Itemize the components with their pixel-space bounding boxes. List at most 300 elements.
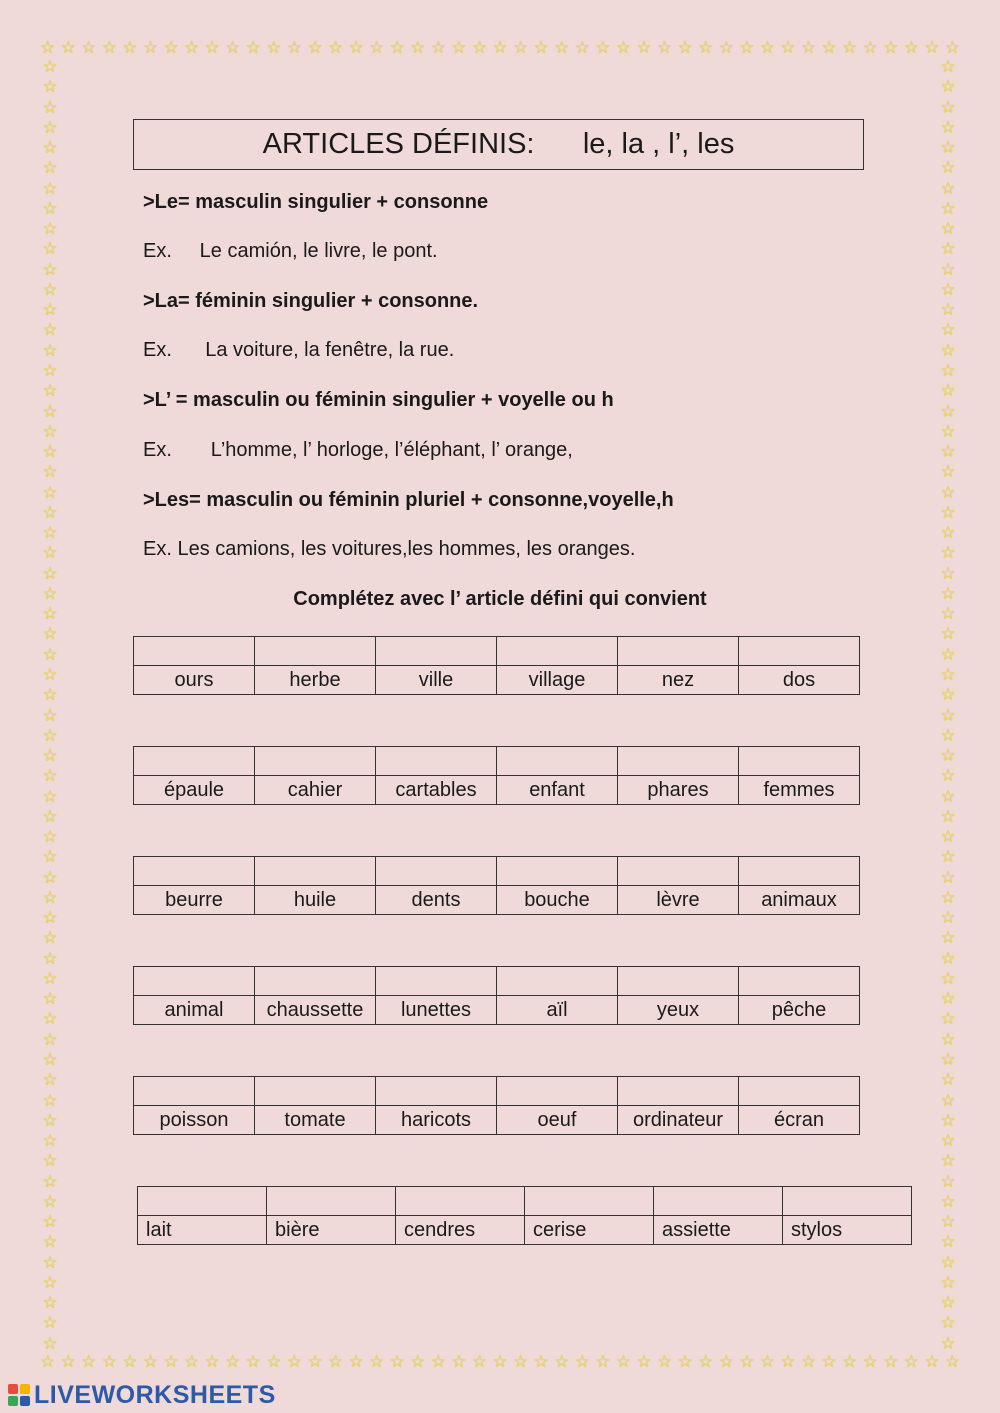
star-border-right	[938, 58, 958, 1353]
word-cell: épaule	[134, 776, 255, 805]
answer-cell[interactable]	[255, 747, 376, 776]
star-icon: ☆	[42, 1151, 58, 1171]
star-icon: ☆	[42, 968, 58, 988]
answer-cell[interactable]	[783, 1187, 912, 1216]
star-icon: ☆	[940, 1110, 956, 1130]
star-icon: ☆	[42, 401, 58, 421]
star-icon: ☆	[940, 664, 956, 684]
liveworksheets-logo[interactable]	[8, 1382, 276, 1408]
star-icon: ☆	[512, 1352, 529, 1371]
star-icon: ☆	[266, 1352, 282, 1371]
star-icon: ☆	[940, 766, 956, 786]
word-cell: cartables	[376, 776, 497, 805]
star-icon: ☆	[307, 1352, 323, 1371]
star-icon: ☆	[940, 117, 956, 137]
star-icon: ☆	[780, 38, 796, 57]
star-icon: ☆	[940, 786, 956, 806]
star-icon: ☆	[940, 685, 956, 705]
word-cell: pêche	[739, 996, 860, 1025]
answer-cell[interactable]	[739, 637, 860, 666]
answer-cell[interactable]	[267, 1187, 396, 1216]
word-cell: femmes	[739, 776, 860, 805]
star-icon: ☆	[940, 259, 956, 279]
answer-row	[138, 1187, 912, 1216]
star-icon: ☆	[940, 928, 956, 948]
word-cell: dents	[376, 886, 497, 915]
word-cell: bouche	[497, 886, 618, 915]
answer-cell[interactable]	[739, 967, 860, 996]
star-icon: ☆	[101, 1352, 117, 1371]
star-border-bottom	[40, 1352, 960, 1372]
star-icon: ☆	[940, 97, 956, 117]
answer-cell[interactable]	[255, 637, 376, 666]
star-icon: ☆	[940, 563, 956, 583]
star-icon: ☆	[42, 1272, 58, 1292]
star-icon: ☆	[42, 502, 58, 522]
star-icon: ☆	[42, 178, 58, 198]
star-icon: ☆	[940, 502, 956, 522]
word-cell: cendres	[396, 1216, 525, 1245]
star-icon: ☆	[266, 38, 282, 57]
answer-cell[interactable]	[739, 747, 860, 776]
star-icon: ☆	[42, 259, 58, 279]
star-icon: ☆	[42, 1131, 58, 1151]
star-icon: ☆	[42, 1171, 58, 1191]
star-icon: ☆	[60, 1352, 76, 1371]
star-icon: ☆	[40, 1352, 56, 1371]
word-row	[134, 666, 860, 695]
star-icon: ☆	[42, 847, 58, 867]
star-icon: ☆	[940, 279, 956, 299]
star-icon: ☆	[940, 239, 956, 259]
star-icon: ☆	[940, 360, 956, 380]
star-icon: ☆	[512, 38, 529, 57]
star-icon: ☆	[42, 887, 58, 907]
star-icon: ☆	[492, 1352, 508, 1371]
star-icon: ☆	[656, 1352, 673, 1371]
answer-cell[interactable]	[618, 857, 739, 886]
star-icon: ☆	[940, 219, 956, 239]
word-cell: beurre	[134, 886, 255, 915]
answer-cell[interactable]	[255, 857, 376, 886]
word-cell: ville	[376, 666, 497, 695]
word-cell: assiette	[654, 1216, 783, 1245]
star-icon: ☆	[471, 1352, 488, 1371]
star-icon: ☆	[718, 38, 734, 57]
star-icon: ☆	[841, 1352, 858, 1371]
rule-les: >Les= masculin ou féminin pluriel + consonne,voyelle,h	[143, 489, 674, 511]
answer-cell[interactable]	[497, 1077, 618, 1106]
star-icon: ☆	[348, 1352, 364, 1371]
star-icon: ☆	[940, 1151, 956, 1171]
answer-cell[interactable]	[396, 1187, 525, 1216]
star-icon: ☆	[940, 847, 956, 867]
word-cell: enfant	[497, 776, 618, 805]
answer-cell[interactable]	[739, 857, 860, 886]
star-icon: ☆	[42, 746, 58, 766]
star-icon: ☆	[225, 1352, 241, 1371]
star-icon: ☆	[656, 38, 673, 57]
example-la: Ex. La voiture, la fenêtre, la rue.	[143, 339, 455, 361]
star-icon: ☆	[533, 38, 549, 57]
star-icon: ☆	[42, 117, 58, 137]
star-icon: ☆	[940, 1272, 956, 1292]
word-cell: bière	[267, 1216, 396, 1245]
star-icon: ☆	[348, 38, 364, 57]
star-icon: ☆	[42, 1090, 58, 1110]
star-icon: ☆	[163, 1352, 179, 1371]
star-icon: ☆	[42, 908, 58, 928]
answer-row	[134, 1077, 860, 1106]
answer-cell[interactable]	[255, 1077, 376, 1106]
answer-cell[interactable]	[525, 1187, 654, 1216]
star-icon: ☆	[42, 664, 58, 684]
answer-cell[interactable]	[376, 1077, 497, 1106]
word-row	[138, 1216, 912, 1245]
star-icon: ☆	[42, 381, 58, 401]
answer-cell[interactable]	[618, 747, 739, 776]
word-cell: haricots	[376, 1106, 497, 1135]
star-icon: ☆	[42, 806, 58, 826]
star-icon: ☆	[940, 1232, 956, 1252]
star-icon: ☆	[42, 1293, 58, 1313]
star-icon: ☆	[940, 523, 956, 543]
star-icon: ☆	[369, 1352, 385, 1371]
star-icon: ☆	[42, 928, 58, 948]
answer-cell[interactable]	[618, 1077, 739, 1106]
star-icon: ☆	[698, 38, 714, 57]
example-le: Ex. Le camión, le livre, le pont.	[143, 240, 438, 262]
rule-la: >La= féminin singulier + consonne.	[143, 290, 479, 312]
answer-cell[interactable]	[255, 967, 376, 996]
star-icon: ☆	[940, 705, 956, 725]
star-border-left	[40, 58, 60, 1353]
answer-cell[interactable]	[497, 637, 618, 666]
star-icon: ☆	[42, 705, 58, 725]
word-cell: poisson	[134, 1106, 255, 1135]
title-spacer	[534, 128, 582, 161]
star-icon: ☆	[944, 1352, 960, 1371]
star-icon: ☆	[430, 1352, 446, 1371]
star-border-top	[40, 38, 960, 58]
star-icon: ☆	[677, 38, 693, 57]
star-icon: ☆	[636, 38, 652, 57]
star-icon: ☆	[739, 38, 755, 57]
word-table-1	[133, 636, 860, 695]
star-icon: ☆	[81, 38, 97, 57]
star-icon: ☆	[574, 1352, 590, 1371]
star-icon: ☆	[718, 1352, 734, 1371]
star-icon: ☆	[924, 38, 940, 57]
word-cell: tomate	[255, 1106, 376, 1135]
star-icon: ☆	[862, 38, 878, 57]
answer-row	[134, 637, 860, 666]
star-icon: ☆	[451, 1352, 467, 1371]
star-icon: ☆	[940, 1293, 956, 1313]
star-icon: ☆	[42, 1070, 58, 1090]
star-icon: ☆	[940, 1050, 956, 1070]
star-icon: ☆	[636, 1352, 652, 1371]
star-icon: ☆	[940, 1131, 956, 1151]
answer-cell[interactable]	[138, 1187, 267, 1216]
star-icon: ☆	[698, 1352, 714, 1371]
word-cell: huile	[255, 886, 376, 915]
star-icon: ☆	[42, 543, 58, 563]
word-cell: animaux	[739, 886, 860, 915]
example-l-apostrophe: Ex. L’homme, l’ horloge, l’éléphant, l’ orange,	[143, 439, 573, 461]
star-icon: ☆	[940, 381, 956, 401]
star-icon: ☆	[307, 38, 323, 57]
star-icon: ☆	[81, 1352, 97, 1371]
star-icon: ☆	[615, 1352, 631, 1371]
star-icon: ☆	[101, 38, 117, 57]
word-cell: animal	[134, 996, 255, 1025]
exercise-instruction: Complétez avec l’ article défini qui convient	[293, 588, 707, 610]
answer-cell[interactable]	[376, 857, 497, 886]
answer-cell[interactable]	[376, 637, 497, 666]
answer-cell[interactable]	[134, 967, 255, 996]
answer-cell[interactable]	[497, 747, 618, 776]
star-icon: ☆	[940, 462, 956, 482]
star-icon: ☆	[739, 1352, 755, 1371]
star-icon: ☆	[245, 38, 261, 57]
example-les: Ex. Les camions, les voitures,les hommes, les oranges.	[143, 538, 636, 560]
star-icon: ☆	[60, 38, 76, 57]
star-icon: ☆	[615, 38, 631, 57]
star-icon: ☆	[42, 1110, 58, 1130]
star-icon: ☆	[800, 38, 817, 57]
star-icon: ☆	[42, 1232, 58, 1252]
word-row	[134, 996, 860, 1025]
star-icon: ☆	[595, 38, 611, 57]
star-icon: ☆	[780, 1352, 796, 1371]
star-icon: ☆	[940, 746, 956, 766]
star-icon: ☆	[940, 1252, 956, 1272]
star-icon: ☆	[821, 1352, 837, 1371]
star-icon: ☆	[42, 340, 58, 360]
page-title	[133, 119, 864, 170]
star-icon: ☆	[42, 360, 58, 380]
word-table-5	[133, 1076, 860, 1135]
star-icon: ☆	[42, 421, 58, 441]
star-icon: ☆	[42, 685, 58, 705]
star-icon: ☆	[940, 57, 956, 76]
star-icon: ☆	[42, 1009, 58, 1029]
answer-cell[interactable]	[618, 967, 739, 996]
star-icon: ☆	[940, 340, 956, 360]
answer-cell[interactable]	[618, 637, 739, 666]
star-icon: ☆	[940, 158, 956, 178]
star-icon: ☆	[940, 1029, 956, 1049]
word-cell: village	[497, 666, 618, 695]
word-cell: ours	[134, 666, 255, 695]
word-row	[134, 1106, 860, 1135]
star-icon: ☆	[940, 1090, 956, 1110]
star-icon: ☆	[42, 766, 58, 786]
star-icon: ☆	[389, 1352, 405, 1371]
star-icon: ☆	[42, 1333, 58, 1353]
word-table-2	[133, 746, 860, 805]
star-icon: ☆	[574, 38, 590, 57]
star-icon: ☆	[410, 38, 426, 57]
star-icon: ☆	[42, 1212, 58, 1232]
star-icon: ☆	[940, 1070, 956, 1090]
star-icon: ☆	[940, 178, 956, 198]
star-icon: ☆	[903, 1352, 919, 1371]
star-icon: ☆	[42, 482, 58, 502]
star-icon: ☆	[42, 725, 58, 745]
star-icon: ☆	[42, 1252, 58, 1272]
star-icon: ☆	[42, 1029, 58, 1049]
star-icon: ☆	[142, 1352, 159, 1371]
star-icon: ☆	[42, 239, 58, 259]
star-icon: ☆	[940, 948, 956, 968]
star-icon: ☆	[924, 1352, 940, 1371]
star-icon: ☆	[940, 138, 956, 158]
answer-row	[134, 857, 860, 886]
star-icon: ☆	[883, 38, 899, 57]
logo-icon	[8, 1384, 30, 1406]
star-icon: ☆	[42, 1050, 58, 1070]
star-icon: ☆	[40, 38, 56, 57]
star-icon: ☆	[42, 138, 58, 158]
star-icon: ☆	[42, 624, 58, 644]
answer-cell[interactable]	[134, 637, 255, 666]
star-icon: ☆	[42, 57, 58, 76]
star-icon: ☆	[940, 1333, 956, 1353]
word-cell: écran	[739, 1106, 860, 1135]
star-icon: ☆	[940, 989, 956, 1009]
answer-cell[interactable]	[134, 857, 255, 886]
star-icon: ☆	[42, 219, 58, 239]
star-icon: ☆	[42, 523, 58, 543]
title-articles: le, la , l’, les	[582, 128, 735, 160]
star-icon: ☆	[389, 38, 405, 57]
star-icon: ☆	[42, 583, 58, 603]
answer-cell[interactable]	[134, 1077, 255, 1106]
star-icon: ☆	[940, 908, 956, 928]
title-main: ARTICLES DÉFINIS:	[262, 128, 535, 160]
star-icon: ☆	[122, 1352, 138, 1371]
answer-cell[interactable]	[134, 747, 255, 776]
word-cell: dos	[739, 666, 860, 695]
answer-cell[interactable]	[739, 1077, 860, 1106]
star-icon: ☆	[940, 604, 956, 624]
word-row	[134, 886, 860, 915]
word-row	[134, 776, 860, 805]
star-icon: ☆	[410, 1352, 426, 1371]
word-cell: lunettes	[376, 996, 497, 1025]
star-icon: ☆	[122, 38, 138, 57]
star-icon: ☆	[42, 320, 58, 340]
star-icon: ☆	[759, 38, 775, 57]
word-cell: nez	[618, 666, 739, 695]
star-icon: ☆	[677, 1352, 693, 1371]
star-icon: ☆	[903, 38, 919, 57]
word-cell: cahier	[255, 776, 376, 805]
star-icon: ☆	[940, 583, 956, 603]
answer-cell[interactable]	[376, 967, 497, 996]
star-icon: ☆	[42, 948, 58, 968]
star-icon: ☆	[369, 38, 385, 57]
star-icon: ☆	[940, 300, 956, 320]
word-table-6	[137, 1186, 912, 1245]
rule-le: >Le= masculin singulier + consonne	[143, 191, 489, 213]
answer-cell[interactable]	[497, 967, 618, 996]
star-icon: ☆	[821, 38, 837, 57]
star-icon: ☆	[42, 867, 58, 887]
star-icon: ☆	[327, 38, 344, 57]
star-icon: ☆	[940, 1313, 956, 1333]
star-icon: ☆	[42, 158, 58, 178]
word-cell: oeuf	[497, 1106, 618, 1135]
star-icon: ☆	[940, 77, 956, 97]
star-icon: ☆	[595, 1352, 611, 1371]
star-icon: ☆	[245, 1352, 261, 1371]
star-icon: ☆	[286, 38, 302, 57]
star-icon: ☆	[42, 77, 58, 97]
answer-cell[interactable]	[376, 747, 497, 776]
star-icon: ☆	[142, 38, 159, 57]
word-table-3	[133, 856, 860, 915]
word-cell: yeux	[618, 996, 739, 1025]
star-icon: ☆	[940, 482, 956, 502]
word-cell: cerise	[525, 1216, 654, 1245]
star-icon: ☆	[940, 543, 956, 563]
answer-cell[interactable]	[654, 1187, 783, 1216]
star-icon: ☆	[800, 1352, 817, 1371]
star-icon: ☆	[940, 827, 956, 847]
word-cell: phares	[618, 776, 739, 805]
star-icon: ☆	[286, 1352, 302, 1371]
star-icon: ☆	[940, 806, 956, 826]
star-icon: ☆	[492, 38, 508, 57]
word-cell: aïl	[497, 996, 618, 1025]
star-icon: ☆	[940, 421, 956, 441]
star-icon: ☆	[42, 300, 58, 320]
star-icon: ☆	[471, 38, 488, 57]
star-icon: ☆	[940, 725, 956, 745]
star-icon: ☆	[42, 442, 58, 462]
star-icon: ☆	[554, 38, 570, 57]
star-icon: ☆	[554, 1352, 570, 1371]
star-icon: ☆	[42, 462, 58, 482]
star-icon: ☆	[940, 442, 956, 462]
star-icon: ☆	[430, 38, 446, 57]
star-icon: ☆	[42, 1191, 58, 1211]
rule-l-apostrophe: >L’ = masculin ou féminin singulier + voyelle ou h	[143, 389, 614, 411]
star-icon: ☆	[327, 1352, 344, 1371]
answer-row	[134, 747, 860, 776]
star-icon: ☆	[204, 1352, 220, 1371]
word-table-4	[133, 966, 860, 1025]
star-icon: ☆	[42, 563, 58, 583]
star-icon: ☆	[940, 401, 956, 421]
logo-text: LIVEWORKSHEETS	[34, 1380, 276, 1409]
star-icon: ☆	[163, 38, 179, 57]
answer-cell[interactable]	[497, 857, 618, 886]
star-icon: ☆	[42, 827, 58, 847]
star-icon: ☆	[883, 1352, 899, 1371]
answer-row	[134, 967, 860, 996]
star-icon: ☆	[940, 1191, 956, 1211]
star-icon: ☆	[204, 38, 220, 57]
star-icon: ☆	[940, 867, 956, 887]
star-icon: ☆	[759, 1352, 775, 1371]
star-icon: ☆	[940, 1009, 956, 1029]
word-cell: ordinateur	[618, 1106, 739, 1135]
star-icon: ☆	[940, 1171, 956, 1191]
